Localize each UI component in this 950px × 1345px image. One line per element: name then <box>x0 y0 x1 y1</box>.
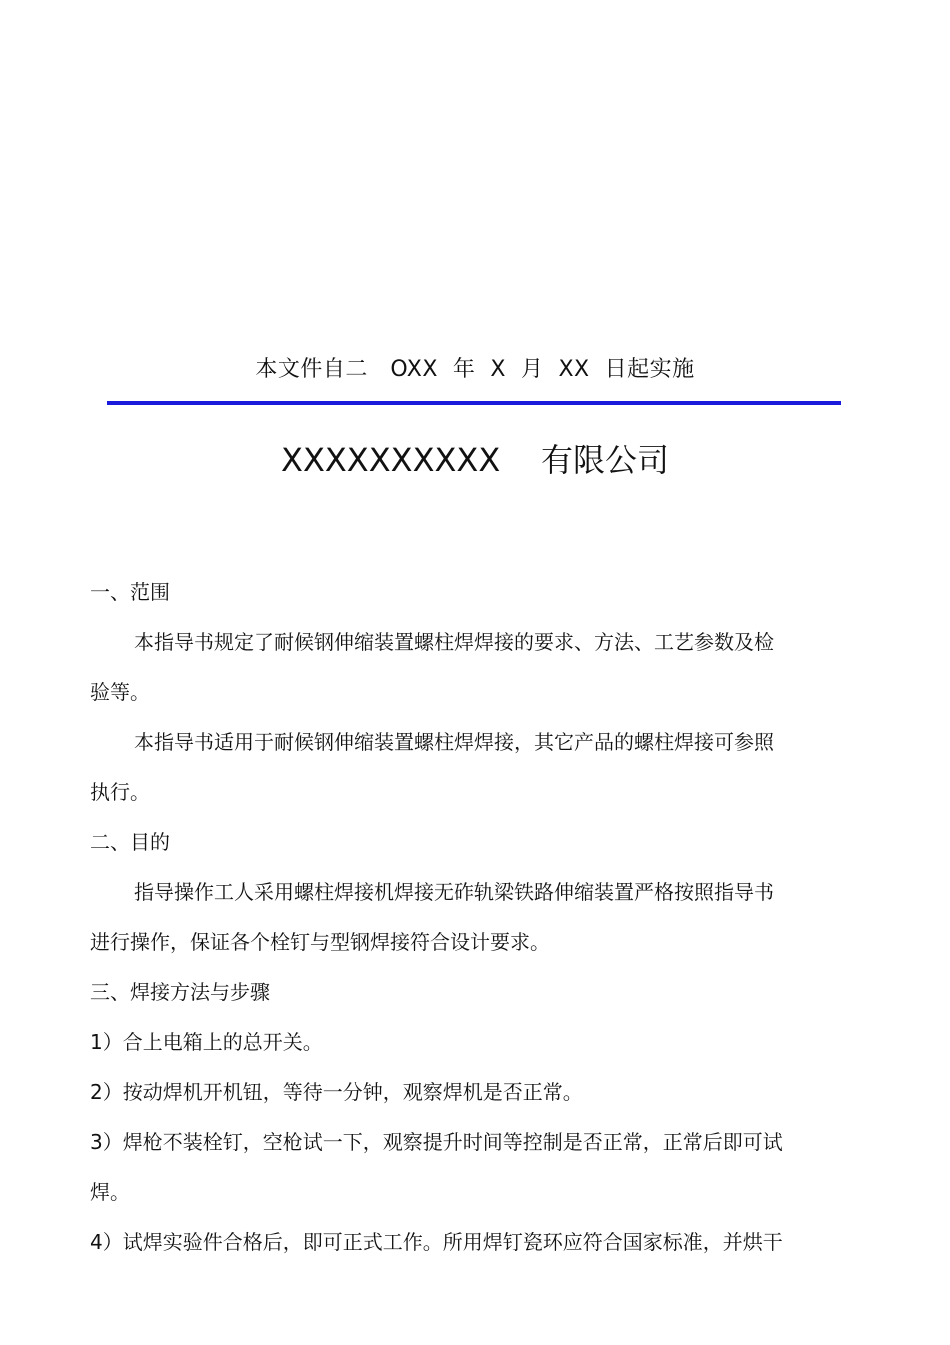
method-step-1: 1）合上电箱上的总开关。 <box>90 1030 323 1054</box>
purpose-paragraph-line-1: 指导操作工人采用螺柱焊接机焊接无砟轨梁铁路伸缩装置严格按照指导书 <box>134 880 774 904</box>
document-body <box>90 567 815 1287</box>
scope-paragraph-1-line-2: 验等。 <box>90 680 150 704</box>
method-step-3-line-2: 焊。 <box>90 1180 130 1204</box>
section-heading-purpose: 二、目的 <box>90 830 170 854</box>
effective-date-line: 本文件自二 OXX 年 X 月 XX 日起实施 <box>255 357 695 382</box>
company-name-title: XXXXXXXXXX 有限公司 <box>281 441 669 479</box>
method-step-4-line-1: 4）试焊实验件合格后，即可正式工作。所用焊钉瓷环应符合国家标准，并烘干 <box>90 1230 783 1254</box>
purpose-paragraph-line-2: 进行操作，保证各个栓钉与型钢焊接符合设计要求。 <box>90 930 550 954</box>
scope-paragraph-2-line-1: 本指导书适用于耐候钢伸缩装置螺柱焊焊接，其它产品的螺柱焊接可参照 <box>134 730 774 754</box>
scope-paragraph-2-line-2: 执行。 <box>90 780 150 804</box>
scope-paragraph-1-line-1: 本指导书规定了耐候钢伸缩装置螺柱焊焊接的要求、方法、工艺参数及检 <box>134 630 774 654</box>
section-heading-method: 三、焊接方法与步骤 <box>90 980 270 1004</box>
method-step-2: 2）按动焊机开机钮，等待一分钟，观察焊机是否正常。 <box>90 1080 583 1104</box>
section-heading-scope: 一、范围 <box>90 580 170 604</box>
header-divider-rule <box>107 401 841 405</box>
method-step-3-line-1: 3）焊枪不装栓钉，空枪试一下，观察提升时间等控制是否正常，正常后即可试 <box>90 1130 783 1154</box>
